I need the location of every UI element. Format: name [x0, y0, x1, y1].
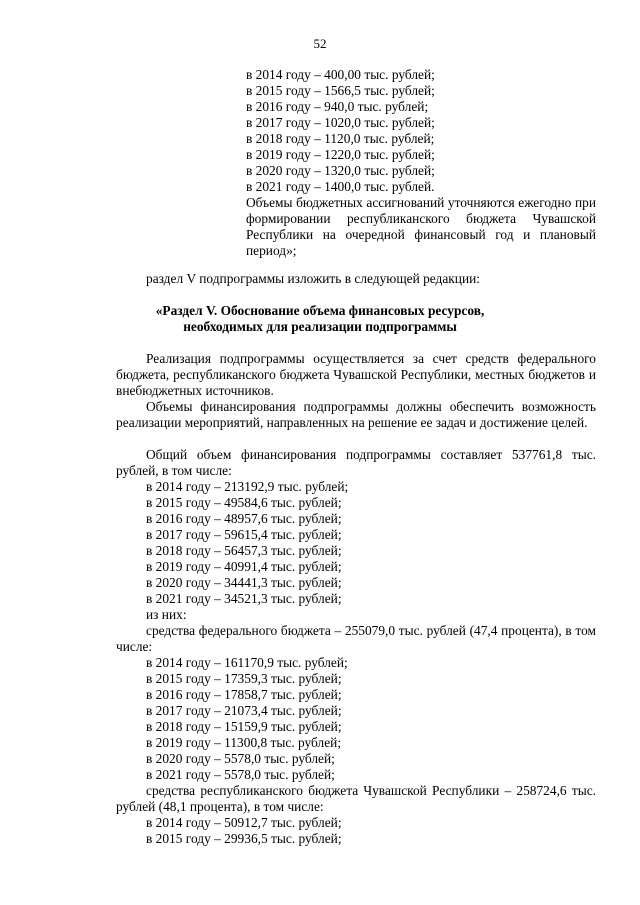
- list-item: в 2016 году – 940,0 тыс. рублей;: [246, 99, 429, 114]
- list-item: в 2014 году – 213192,9 тыс. рублей;: [146, 479, 349, 494]
- paragraph-funding-sources: Реализация подпрограммы осуществляется за счет средств федерального бюджета, республиканского бюджета Чувашской Республики, местных бюджетов и внебюджетных источников.: [116, 351, 596, 398]
- page-number: 52: [313, 36, 327, 51]
- federal-budget-intro: средства федерального бюджета – 255079,0 тыс. рублей (47,4 процента), в том числе:: [116, 623, 596, 654]
- list-item: в 2021 году – 5578,0 тыс. рублей;: [146, 767, 335, 782]
- paragraph-total-funding: Общий объем финансирования подпрограммы составляет 537761,8 тыс. рублей, в том числе:: [116, 447, 596, 478]
- list-item: в 2020 году – 5578,0 тыс. рублей;: [146, 751, 335, 766]
- section-heading-line-1: «Раздел V. Обоснование объема финансовых ресурсов,: [155, 303, 485, 318]
- list-item: в 2015 году – 1566,5 тыс. рублей;: [246, 83, 435, 98]
- list-item: в 2017 году – 59615,4 тыс. рублей;: [146, 527, 342, 542]
- quote-closing-paragraph: Объемы бюджетных ассигнований уточняются ежегодно при формировании республиканского бюджета Чувашской Республики на очередной финансовый год и плановый период»;: [246, 195, 596, 258]
- list-item: в 2019 году – 11300,8 тыс. рублей;: [146, 735, 342, 750]
- list-item: в 2020 году – 34441,3 тыс. рублей;: [146, 575, 342, 590]
- list-item: в 2018 году – 1120,0 тыс. рублей;: [246, 131, 435, 146]
- list-item: в 2017 году – 21073,4 тыс. рублей;: [146, 703, 342, 718]
- list-item: в 2018 году – 15159,9 тыс. рублей;: [146, 719, 342, 734]
- paragraph-funding-volumes: Объемы финансирования подпрограммы должны обеспечить возможность реализации мероприятий, направленных на решение ее задач и достижение целей.: [116, 399, 596, 430]
- list-item: в 2017 году – 1020,0 тыс. рублей;: [246, 115, 435, 130]
- list-item: в 2019 году – 1220,0 тыс. рублей;: [246, 147, 435, 162]
- list-item: в 2015 году – 49584,6 тыс. рублей;: [146, 495, 342, 510]
- republic-budget-intro: средства республиканского бюджета Чувашской Республики – 258724,6 тыс. рублей (48,1 процента), в том числе:: [116, 783, 596, 814]
- section-heading-line-2: необходимых для реализации подпрограммы: [183, 319, 457, 334]
- list-item: в 2014 году – 50912,7 тыс. рублей;: [146, 815, 342, 830]
- of-them-label: из них:: [146, 607, 187, 622]
- list-item: в 2018 году – 56457,3 тыс. рублей;: [146, 543, 342, 558]
- list-item: в 2021 году – 34521,3 тыс. рублей;: [146, 591, 342, 606]
- list-item: в 2021 году – 1400,0 тыс. рублей.: [246, 179, 435, 194]
- list-item: в 2014 году – 161170,9 тыс. рублей;: [146, 655, 348, 670]
- list-item: в 2020 году – 1320,0 тыс. рублей;: [246, 163, 435, 178]
- list-item: в 2016 году – 17858,7 тыс. рублей;: [146, 687, 342, 702]
- list-item: в 2019 году – 40991,4 тыс. рублей;: [146, 559, 342, 574]
- list-item: в 2015 году – 17359,3 тыс. рублей;: [146, 671, 342, 686]
- section-instruction: раздел V подпрограммы изложить в следующей редакции:: [146, 271, 481, 286]
- list-item: в 2014 году – 400,00 тыс. рублей;: [246, 67, 435, 82]
- list-item: в 2016 году – 48957,6 тыс. рублей;: [146, 511, 342, 526]
- list-item: в 2015 году – 29936,5 тыс. рублей;: [146, 831, 342, 846]
